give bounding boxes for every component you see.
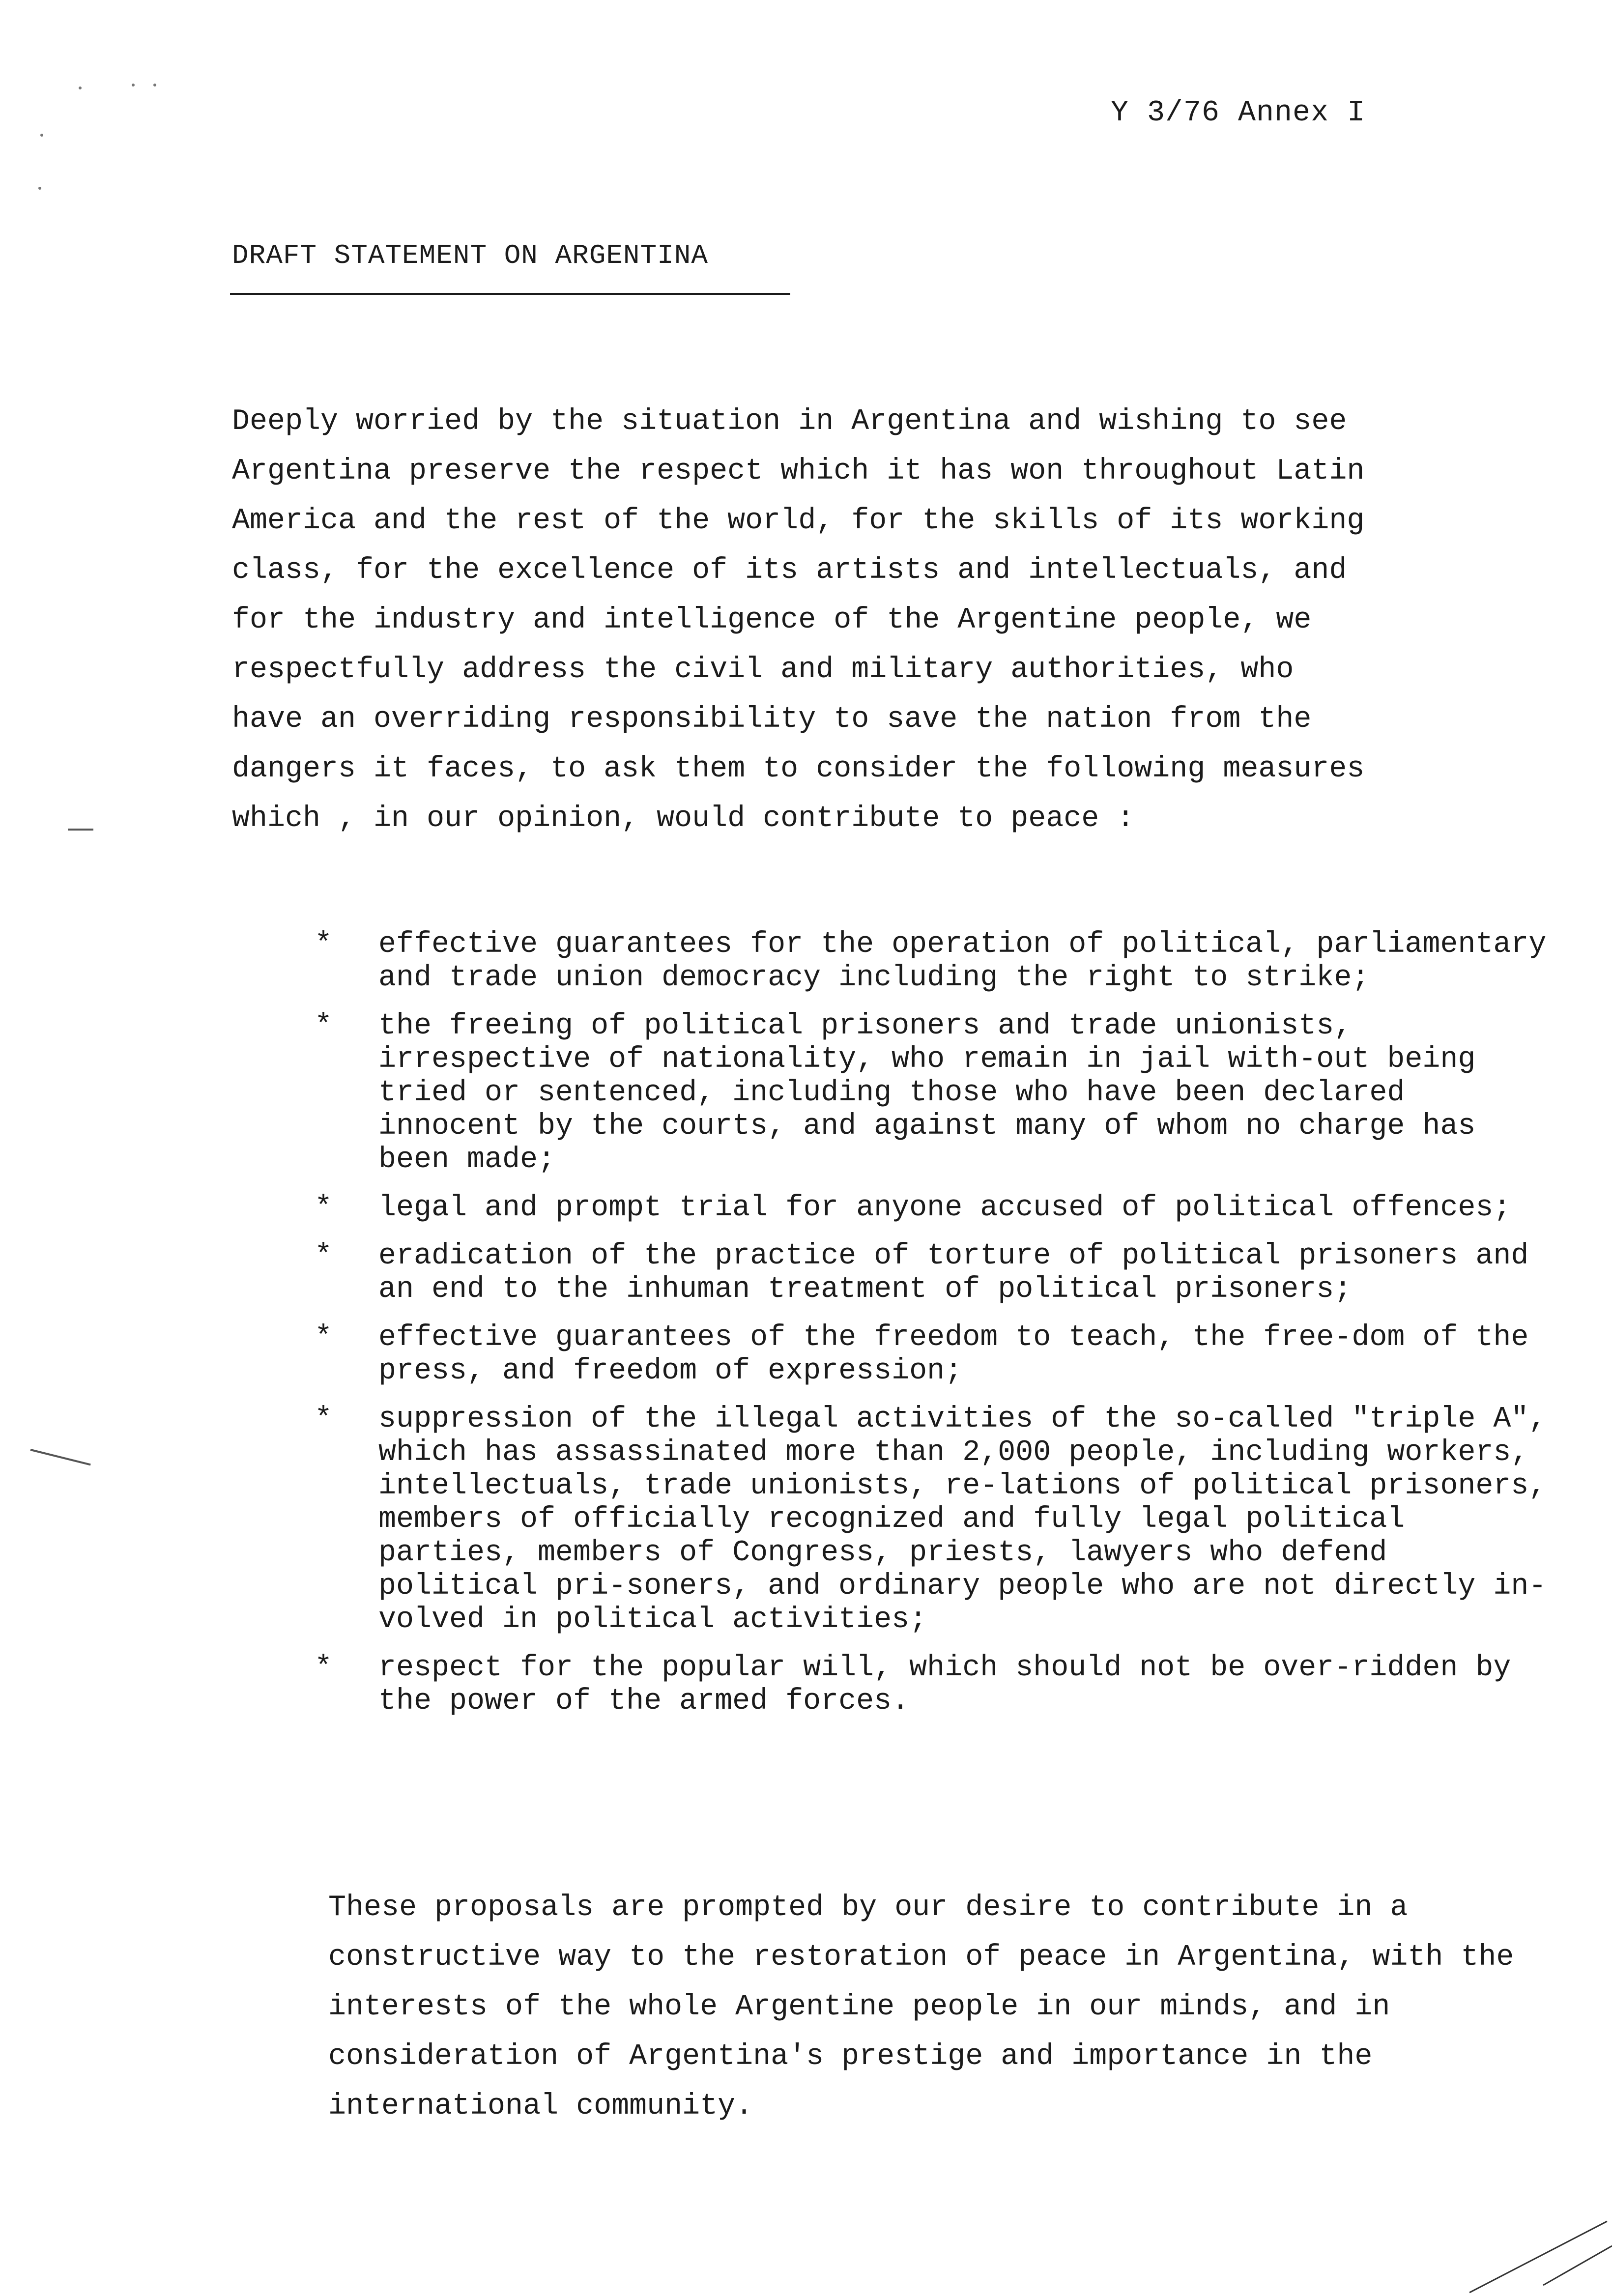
corner-pen-strokes [1465, 2182, 1612, 2296]
measure-text: suppression of the illegal activities of the so-called "triple A", which has assassinated more than 2,000 people, including workers, intellectuals, trade unionists, re-lations of political prisoners, members of officially recognized and fully legal political parties, members of Congress, priests, lawyers who defend political pri-soners, and ordinary people who are not directly in-volved in political activities; [378, 1403, 1547, 1636]
closing-paragraph [328, 1883, 1557, 2131]
margin-speck [38, 187, 41, 190]
list-item [315, 1321, 1553, 1388]
measure-text: the freeing of political prisoners and trade unionists, irrespective of nationality, who remain in jail with-out being tried or sentenced, including those who have been declared innocent by the courts, and against many of whom no charge has been made; [378, 1009, 1476, 1177]
asterisk-bullet: * [315, 1403, 333, 1436]
measure-text: legal and prompt trial for anyone accused of political offences; [378, 1191, 1511, 1225]
measure-text: effective guarantees of the freedom to teach, the free-dom of the press, and freedom of expression; [378, 1321, 1529, 1388]
asterisk-bullet: * [315, 1191, 333, 1225]
list-item [315, 1009, 1553, 1177]
measure-text: respect for the popular will, which should not be over-ridden by the power of the armed forces. [378, 1651, 1511, 1718]
asterisk-bullet: * [315, 928, 333, 961]
margin-speck [153, 84, 156, 86]
margin-speck [132, 84, 135, 86]
measures-list [315, 928, 1553, 1733]
asterisk-bullet: * [315, 1321, 333, 1354]
intro-paragraph [232, 397, 1382, 844]
document-title: DRAFT STATEMENT ON ARGENTINA [232, 240, 708, 271]
title-underline [230, 293, 790, 295]
asterisk-bullet: * [315, 1239, 333, 1273]
list-item [315, 1191, 1553, 1225]
closing-text: These proposals are prompted by our desire to contribute in a constructive way to the restoration of peace in Argentina, with the interests of the whole Argentine people in our minds, and in consideration of Argentina's prestige and importance in the international community. [328, 1891, 1514, 2123]
margin-dash [30, 1449, 91, 1465]
measure-text: effective guarantees for the operation of political, parliamentary and trade union democracy including the right to strike; [378, 928, 1547, 995]
asterisk-bullet: * [315, 1651, 333, 1685]
measure-text: eradication of the practice of torture of political prisoners and an end to the inhuman treatment of political prisoners; [378, 1239, 1529, 1306]
asterisk-bullet: * [315, 1009, 333, 1043]
intro-text: Deeply worried by the situation in Argentina and wishing to see Argentina preserve the respect which it has won throughout Latin America and the rest of the world, for the skills of its working class, for the excellence of its artists and intellectuals, and for the industry and intelligence of the Argentine people, we respectfully address the civil and military authorities, who have an overriding responsibility to save the nation from the dangers it faces, to ask them to consider the following measures which , in our opinion, would contribute to peace : [232, 405, 1365, 835]
margin-speck [40, 134, 43, 137]
list-item [315, 928, 1553, 995]
list-item [315, 1403, 1553, 1636]
list-item [315, 1651, 1553, 1718]
margin-speck [79, 86, 82, 89]
margin-dash [68, 829, 93, 831]
document-reference: Y 3/76 Annex I [1111, 96, 1366, 130]
list-item [315, 1239, 1553, 1306]
